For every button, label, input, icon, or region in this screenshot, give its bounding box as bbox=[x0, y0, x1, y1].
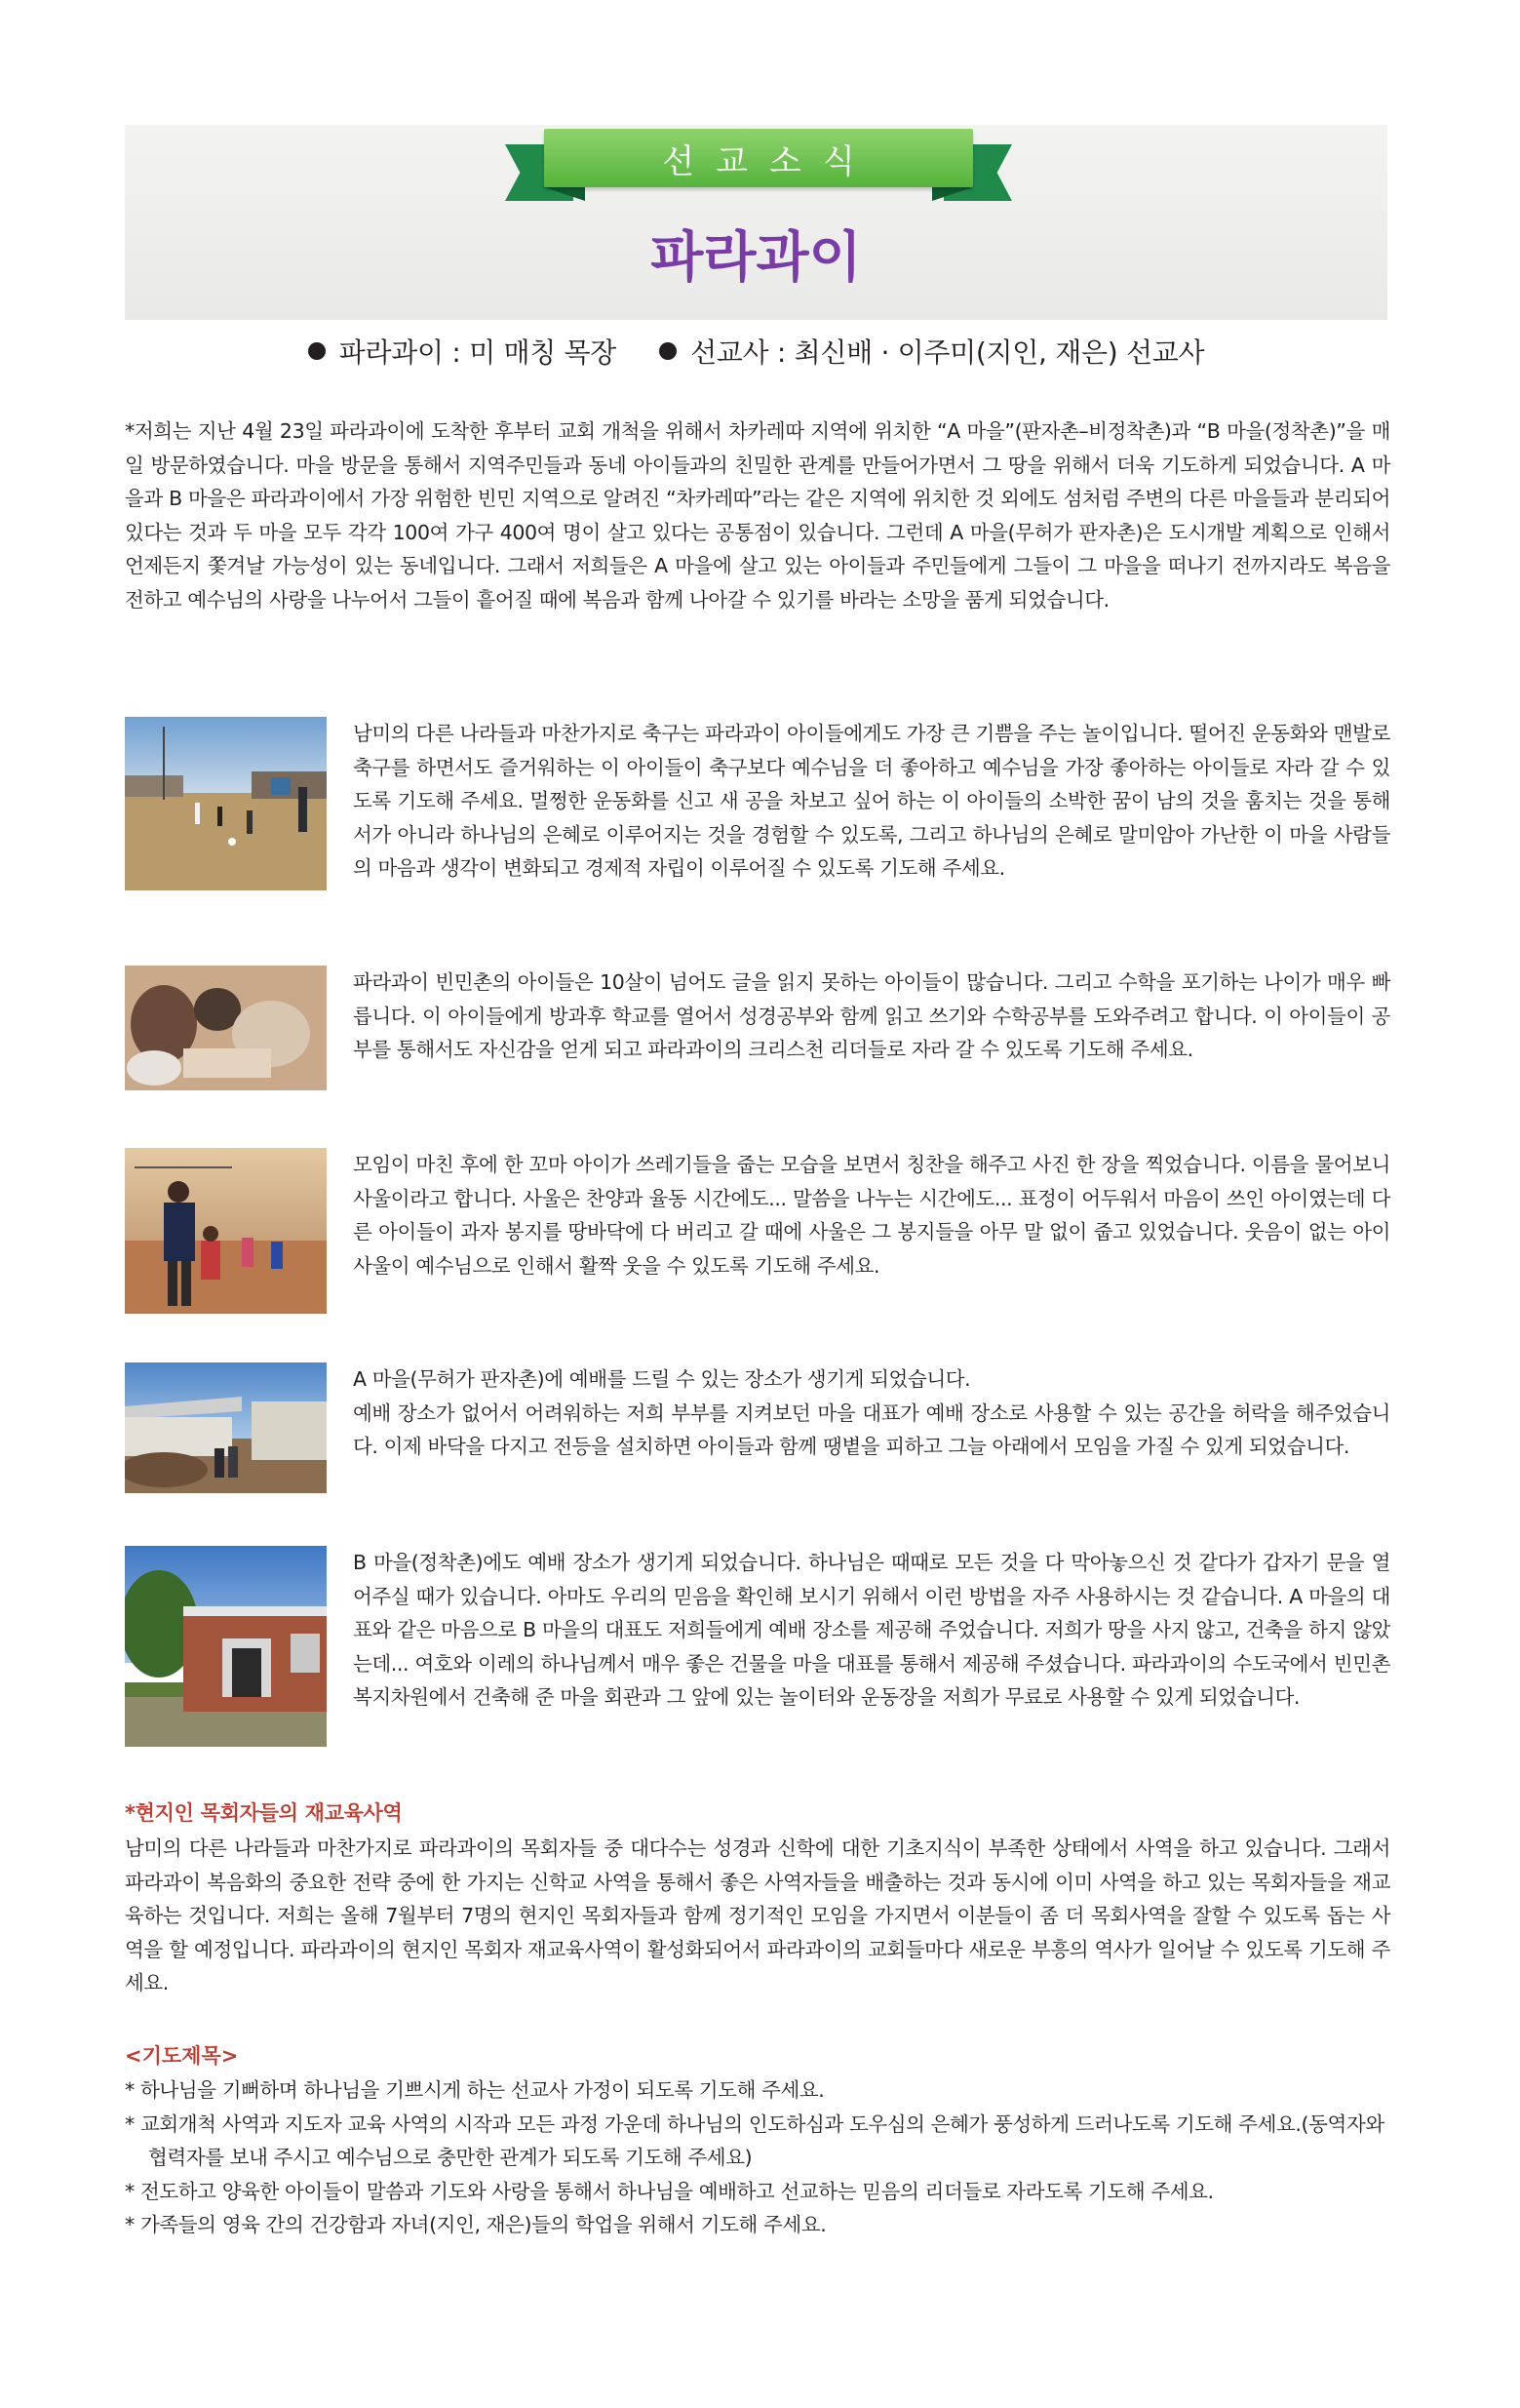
ribbon-label-box bbox=[544, 129, 973, 187]
photo-children-study bbox=[125, 966, 327, 1090]
training-title: *현지인 목회자들의 재교육사역 bbox=[125, 1801, 403, 1825]
section-village-a-heading: A 마을(무허가 판자촌)에 예배를 드릴 수 있는 장소가 생기게 되었습니다. bbox=[353, 1367, 971, 1391]
info-missionary: 선교사 : 최신배 · 이주미(지인, 재은) 선교사 bbox=[690, 336, 1205, 369]
bullet-icon bbox=[308, 342, 326, 360]
page-title: 파라과이 bbox=[650, 226, 862, 290]
ribbon-label: 선교소식 bbox=[662, 141, 877, 181]
prayer-list bbox=[125, 2073, 1390, 2242]
section-village-b-text: B 마을(정착촌)에도 예배 장소가 생기게 되었습니다. 하나님은 때때로 모든 것을 다 막아놓으신 것 같다가 갑자기 문을 열어주실 때가 있습니다. 아마도 우리의 믿음을 확인해 보시기 위해서 이런 방법을 자주 사용하시는 것 같습니다. A 마을의 대표와 같은 마음으로 B 마을의 대표도 저희들에게 예배 장소를 제공해 주었습니다. 저희가 땅을 사지 않고, 건축을 하지 않았는데... 여호와 이레의 하나님께서 매우 좋은 건물을 마을 대표를 통해서 제공해 주셨습니다. 파라과이의 수도국에서 빈민촌 복지차원에서 건축해 준 마을 회관과 그 앞에 있는 놀이터와 운동장을 저희가 무료로 사용할 수 있게 되었습니다. bbox=[353, 1551, 1390, 1709]
bullet-icon bbox=[659, 342, 677, 360]
section-village-a-text bbox=[353, 1362, 1390, 1464]
prayer-item: * 하나님을 기뻐하며 하나님을 기쁘시게 하는 선교사 가정이 되도록 기도해 주세요. bbox=[125, 2078, 825, 2102]
training-text: 남미의 다른 나라들과 마찬가지로 파라과이의 목회자들 중 대다수는 성경과 신학에 대한 기초지식이 부족한 상태에서 사역을 하고 있습니다. 그래서 파라과이 복음화의 중요한 전략 중에 한 가지는 신학교 사역을 통해서 좋은 사역자들을 배출하는 것과 동시에 이미 사역을 하고 있는 목회자들을 재교육하는 것입니다. 저희는 올해 7월부터 7명의 현지인 목회자들과 함께 정기적인 모임을 가지면서 이분들이 좀 더 목회사역을 잘할 수 있도록 돕는 사역을 할 예정입니다. 파라과이의 현지인 목회자 재교육사역이 활성화되어서 파라과이의 교회들마다 새로운 부흥의 역사가 일어날 수 있도록 기도해 주세요. bbox=[125, 1836, 1390, 1994]
intro-paragraph: *저희는 지난 4월 23일 파라과이에 도착한 후부터 교회 개척을 위해서 차카레따 지역에 위치한 “A 마을”(판자촌–비정착촌)과 “B 마을(정착촌)”을 매일 방문하였습니다. 마을 방문을 통해서 지역주민들과 동네 아이들과의 친밀한 관계를 만들어가면서 그 땅을 위해서 더욱 기도하게 되었습니다. A 마을과 B 마을은 파라과이에서 가장 위험한 빈민 지역으로 알려진 “차카레따”라는 같은 지역에 위치한 것 외에도 섬처럼 주변의 다른 마을들과 분리되어 있다는 것과 두 마을 모두 각각 100여 가구 400여 명이 살고 있다는 공통점이 있습니다. 그런데 A 마을(무허가 판자촌)은 도시개발 계획으로 인해서 언제든지 쫓겨날 가능성이 있는 동네입니다. 그래서 저희들은 A 마을에 살고 있는 아이들과 주민들에게 그들이 그 마을을 떠나기 전까지라도 복음을 전하고 예수님의 사랑을 나누어서 그들이 흩어질 때에 복음과 함께 나아갈 수 있기를 바라는 소망을 품게 되었습니다. bbox=[125, 419, 1390, 612]
photo-village-b-hall bbox=[125, 1546, 327, 1747]
section-saul-text: 모임이 마친 후에 한 꼬마 아이가 쓰레기들을 줍는 모습을 보면서 칭찬을 해주고 사진 한 장을 찍었습니다. 이름을 물어보니 사울이라고 합니다. 사울은 찬양과 율동 시간에도... 말씀을 나누는 시간에도... 표정이 어두워서 마음이 쓰인 아이였는데 다른 아이들이 과자 봉지를 땅바닥에 다 버리고 갈 때에 사울은 그 봉지들을 아무 말 없이 줍고 있었습니다. 웃음이 없는 아이 사울이 예수님으로 인해서 활짝 웃을 수 있도록 기도해 주세요. bbox=[353, 1153, 1390, 1278]
photo-saul bbox=[125, 1148, 327, 1314]
section-village-a-body: 예배 장소가 없어서 어려워하는 저희 부부를 지켜보던 마을 대표가 예배 장소로 사용할 수 있는 공간을 허락을 해주었습니다. 이제 바닥을 다지고 전등을 설치하면 아이들과 함께 땡볕을 피하고 그늘 아래에서 모임을 가질 수 있게 되었습니다. bbox=[353, 1401, 1390, 1458]
prayer-title: <기도제목> bbox=[125, 2044, 239, 2068]
prayer-item: * 교회개척 사역과 지도자 교육 사역의 시작과 모든 과정 가운데 하나님의 인도하심과 도우심의 은혜가 풍성하게 드러나도록 기도해 주세요.(동역자와 협력자를 보내 주시고 예수님으로 충만한 관계가 되도록 기도해 주세요) bbox=[125, 2112, 1384, 2169]
photo-village-a bbox=[125, 1362, 327, 1493]
prayer-item: * 전도하고 양육한 아이들이 말씀과 기도와 사랑을 통해서 하나님을 예배하고 선교하는 믿음의 리더들로 자라도록 기도해 주세요. bbox=[125, 2179, 1214, 2203]
info-country: 파라과이 : 미 매칭 목장 bbox=[338, 336, 617, 369]
photo-soccer bbox=[125, 717, 327, 890]
info-line bbox=[125, 332, 1387, 371]
section-soccer-text: 남미의 다른 나라들과 마찬가지로 축구는 파라과이 아이들에게도 가장 큰 기쁨을 주는 놀이입니다. 떨어진 운동화와 맨발로 축구를 하면서도 즐거워하는 이 아이들이 축구보다 예수님을 더 좋아하고 예수님을 가장 좋아하는 아이들로 자라 갈 수 있도록 기도해 주세요. 멀쩡한 운동화를 신고 새 공을 차보고 싶어 하는 이 아이들의 소박한 꿈이 남의 것을 훔치는 것을 통해서가 아니라 하나님의 은혜로 이루어지는 것을 경험할 수 있도록, 그리고 하나님의 은혜로 말미암아 가난한 이 마을 사람들의 마음과 생각이 변화되고 경제적 자립이 이루어질 수 있도록 기도해 주세요. bbox=[353, 722, 1390, 880]
section-ribbon bbox=[505, 115, 1012, 209]
section-study-text: 파라과이 빈민촌의 아이들은 10살이 넘어도 글을 읽지 못하는 아이들이 많습니다. 그리고 수학을 포기하는 나이가 매우 빠릅니다. 이 아이들에게 방과후 학교를 열어서 성경공부와 함께 읽고 쓰기와 수학공부를 도와주려고 합니다. 이 아이들이 공부를 통해서도 자신감을 얻게 되고 파라과이의 크리스천 리더들로 자라 갈 수 있도록 기도해 주세요. bbox=[353, 970, 1390, 1061]
prayer-item: * 가족들의 영육 간의 건강함과 자녀(지인, 재은)들의 학업을 위해서 기도해 주세요. bbox=[125, 2213, 827, 2236]
